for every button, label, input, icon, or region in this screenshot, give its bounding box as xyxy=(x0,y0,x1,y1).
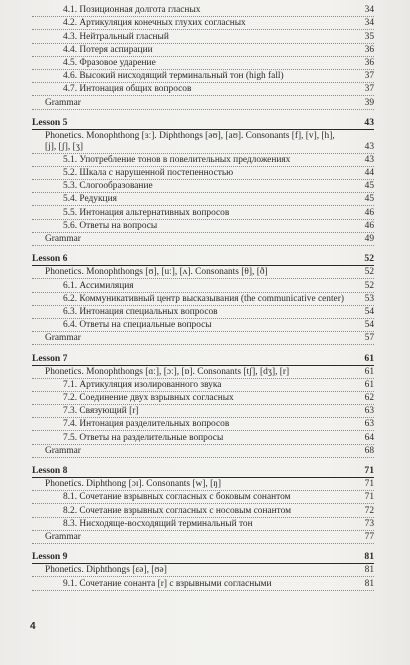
toc-section xyxy=(32,564,374,577)
toc-page-number: 68 xyxy=(364,445,374,456)
toc-page-number: 52 xyxy=(364,280,374,291)
toc-subsection xyxy=(32,431,374,444)
page-number: 4 xyxy=(30,621,36,632)
toc-title: Phonetics. Monophthongs [ʊ], [uː], [ʌ]. Consonants [θ], [ð] xyxy=(45,267,268,278)
toc-subsection xyxy=(32,518,374,531)
toc-page-number: 46 xyxy=(364,220,374,231)
toc-title: 4.4. Потеря аспирации xyxy=(63,44,153,55)
toc-title: 6.1. Ассимиляция xyxy=(63,280,134,291)
toc-section xyxy=(32,478,374,491)
toc-page-number: 57 xyxy=(364,333,374,344)
toc-title: Grammar xyxy=(45,234,81,244)
toc-page-number: 43 xyxy=(364,116,374,128)
toc-page-number: 81 xyxy=(364,551,374,563)
toc-title: 7.2. Соединение двух взрывных согласных xyxy=(63,393,234,404)
toc-section xyxy=(32,531,374,544)
toc-subsection xyxy=(32,83,374,96)
toc-section xyxy=(32,130,374,154)
toc-lesson xyxy=(32,465,374,478)
toc-page-number: 52 xyxy=(364,253,374,265)
toc-page-number: 73 xyxy=(364,518,374,529)
toc-lesson xyxy=(32,253,374,266)
table-of-contents xyxy=(32,4,374,591)
toc-lesson xyxy=(32,352,374,365)
toc-title: Lesson 6 xyxy=(32,253,68,265)
toc-subsection xyxy=(32,206,374,219)
toc-title: Phonetics. Diphthongs [ɛə], [ʊə] xyxy=(45,565,167,576)
toc-title: 5.3. Слогообразование xyxy=(63,181,153,192)
toc-title: 4.1. Позиционная долгота гласных xyxy=(63,5,201,16)
toc-subsection xyxy=(32,220,374,233)
toc-subsection xyxy=(32,418,374,431)
toc-page-number: 64 xyxy=(364,432,374,443)
toc-page-number: 61 xyxy=(364,352,374,364)
toc-page-number: 36 xyxy=(364,44,374,55)
toc-title: Grammar xyxy=(45,531,81,542)
toc-title: 8.1. Сочетание взрывных согласных с боковым сонантом xyxy=(63,492,291,503)
toc-subsection xyxy=(32,577,374,590)
toc-subsection xyxy=(32,504,374,517)
toc-title: Phonetics. Diphthong [ɔɪ]. Consonants [w], [ŋ] xyxy=(45,479,221,490)
toc-title: Grammar xyxy=(45,97,81,108)
toc-page-number: 46 xyxy=(364,207,374,218)
toc-lesson xyxy=(32,117,374,130)
toc-title: 4.6. Высокий нисходящий терминальный тон (high fall) xyxy=(63,71,284,82)
toc-subsection xyxy=(32,57,374,70)
toc-page-number: 37 xyxy=(364,84,374,95)
toc-page-number: 45 xyxy=(364,181,374,192)
toc-title: 8.2. Сочетание взрывных согласных с носовым сонантом xyxy=(63,505,292,516)
toc-title: 5.1. Употребление тонов в повелительных предложениях xyxy=(63,154,291,165)
toc-section xyxy=(32,96,374,109)
toc-page-number: 54 xyxy=(364,306,374,317)
lesson-gap xyxy=(32,458,374,465)
toc-page-number: 49 xyxy=(364,234,374,244)
toc-section xyxy=(32,266,374,279)
toc-subsection xyxy=(32,379,374,392)
toc-page-number: 35 xyxy=(364,31,374,42)
toc-page-number: 81 xyxy=(364,578,374,589)
toc-page-number: 71 xyxy=(364,465,374,476)
toc-page-number: 37 xyxy=(364,71,374,82)
toc-title: 6.4. Ответы на специальные вопросы xyxy=(63,320,212,331)
toc-page-number: 61 xyxy=(364,366,374,377)
toc-subsection xyxy=(32,17,374,30)
toc-lesson xyxy=(32,551,374,564)
toc-title: Lesson 8 xyxy=(32,465,68,476)
lesson-gap xyxy=(32,544,374,551)
toc-subsection xyxy=(32,154,374,167)
toc-page-number: 71 xyxy=(364,492,374,503)
toc-title: Grammar xyxy=(45,445,81,456)
toc-title: 5.4. Редукция xyxy=(63,194,117,205)
toc-page-number: 54 xyxy=(364,320,374,331)
toc-title: 8.3. Нисходяще-восходящий терминальный тон xyxy=(63,518,253,529)
toc-subsection xyxy=(32,279,374,292)
toc-page-number: 45 xyxy=(364,194,374,205)
toc-subsection xyxy=(32,70,374,83)
toc-title: 4.7. Интонация общих вопросов xyxy=(63,84,192,95)
toc-subsection xyxy=(32,491,374,504)
toc-page-number: 39 xyxy=(364,97,374,108)
toc-page-number: 81 xyxy=(364,565,374,576)
lesson-gap xyxy=(32,345,374,352)
toc-title: 6.3. Интонация специальных вопросов xyxy=(63,306,218,317)
toc-page-number: 77 xyxy=(364,531,374,542)
toc-section xyxy=(32,332,374,345)
toc-title: 9.1. Сочетание сонанта [r] с взрывными согласными xyxy=(63,578,272,589)
toc-title: 6.2. Коммуникативный центр высказывания (the communicative center) xyxy=(63,293,344,304)
toc-section xyxy=(32,445,374,458)
toc-page-number: 71 xyxy=(364,479,374,490)
toc-page-number: 36 xyxy=(364,57,374,68)
toc-title: Phonetics. Monophthong [ɜː]. Diphthongs [əʊ], [aʊ]. Consonants [f], [v], [h], [j], [ʃ], [ʒ] xyxy=(45,130,335,152)
toc-page-number: 63 xyxy=(364,406,374,417)
toc-subsection xyxy=(32,180,374,193)
toc-title: Phonetics. Monophthongs [ɑː], [ɔː], [ɒ]. Consonants [tʃ], [dʒ], [r] xyxy=(45,366,290,377)
toc-subsection xyxy=(32,44,374,57)
toc-title: 7.5. Ответы на разделительные вопросы xyxy=(63,432,224,443)
toc-subsection xyxy=(32,392,374,405)
toc-subsection xyxy=(32,319,374,332)
toc-title: Grammar xyxy=(45,333,81,344)
toc-title: Lesson 5 xyxy=(32,116,68,128)
toc-page-number: 63 xyxy=(364,419,374,430)
toc-title: 4.3. Нейтральный гласный xyxy=(63,31,169,42)
toc-page-number: 43 xyxy=(364,154,374,165)
toc-subsection xyxy=(32,405,374,418)
toc-title: 5.5. Интонация альтернативных вопросов xyxy=(63,207,230,218)
toc-subsection xyxy=(32,306,374,319)
toc-title: 7.3. Связующий [r] xyxy=(63,406,139,417)
toc-page-number: 34 xyxy=(364,18,374,29)
lesson-gap xyxy=(32,246,374,253)
toc-title: 4.2. Артикуляция конечных глухих согласных xyxy=(63,18,246,29)
toc-page-number: 44 xyxy=(364,168,374,179)
toc-page-number: 62 xyxy=(364,393,374,404)
toc-title: 5.2. Шкала с нарушенной постепенностью xyxy=(63,168,234,179)
toc-title: Lesson 9 xyxy=(32,551,68,563)
toc-title: 4.5. Фразовое ударение xyxy=(63,57,156,68)
toc-title: 7.1. Артикуляция изолированного звука xyxy=(63,379,222,390)
toc-subsection xyxy=(32,293,374,306)
toc-title: Lesson 7 xyxy=(32,352,68,364)
toc-page-number: 34 xyxy=(364,5,374,16)
toc-page-number: 61 xyxy=(364,379,374,390)
toc-page-number: 52 xyxy=(364,267,374,278)
lesson-gap xyxy=(32,110,374,117)
toc-subsection xyxy=(32,193,374,206)
toc-subsection xyxy=(32,4,374,17)
toc-subsection xyxy=(32,167,374,180)
toc-title: 7.4. Интонация разделительных вопросов xyxy=(63,419,230,430)
toc-section xyxy=(32,233,374,246)
toc-subsection xyxy=(32,30,374,43)
toc-page-number: 43 xyxy=(364,141,374,152)
toc-page-number: 72 xyxy=(364,505,374,516)
toc-page-number: 53 xyxy=(364,293,374,304)
toc-section xyxy=(32,366,374,379)
toc-title: 5.6. Ответы на вопросы xyxy=(63,220,158,231)
